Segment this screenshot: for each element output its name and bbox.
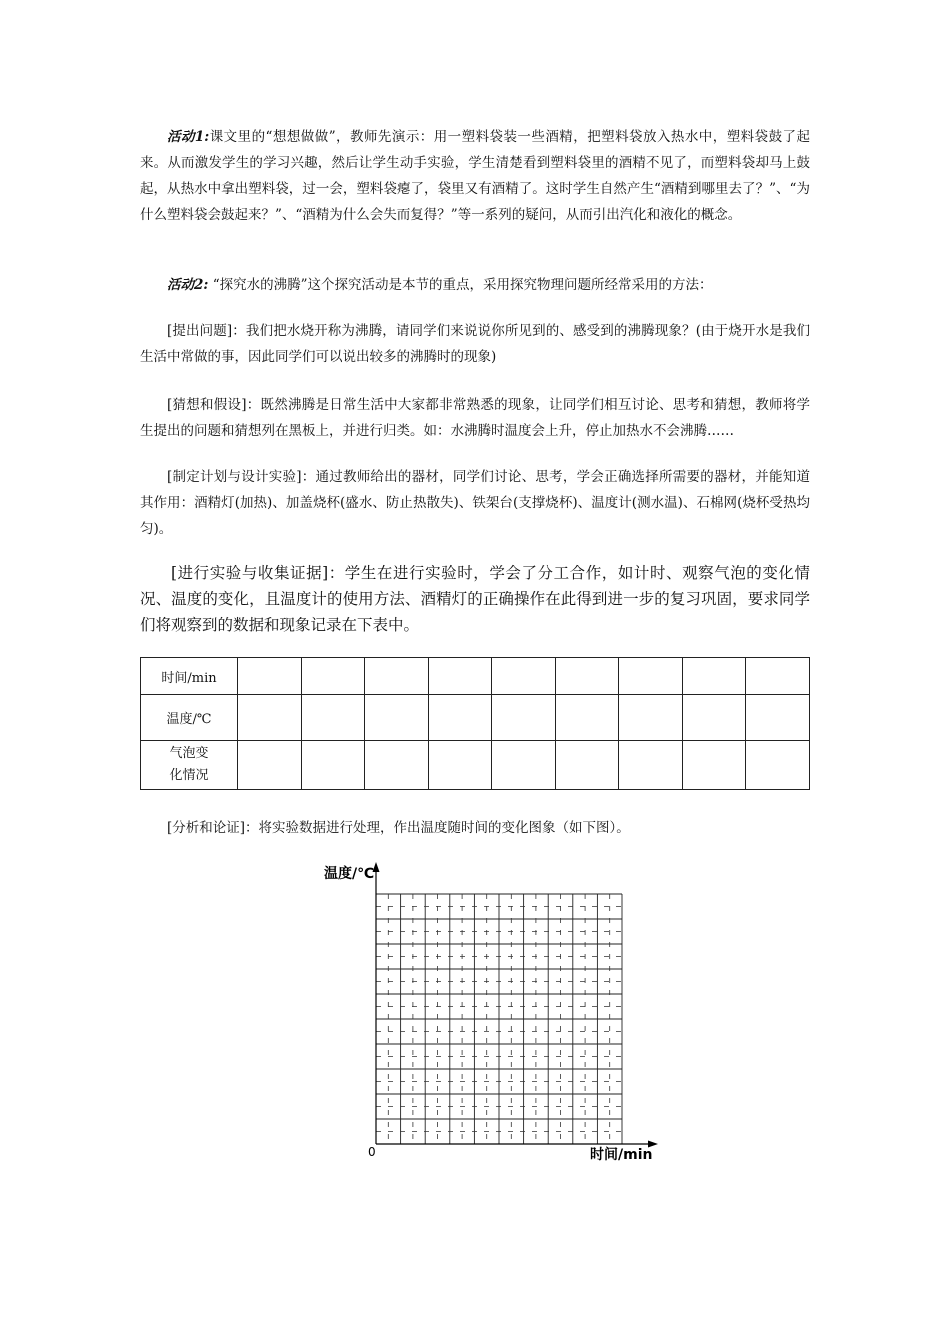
x-axis-label: 时间/min (590, 1147, 653, 1163)
row-header-temp: 温度/℃ (141, 695, 238, 741)
table-row (141, 741, 810, 790)
chart-grid (376, 894, 622, 1144)
plan-paragraph: [制定计划与设计实验]：通过教师给出的器材，同学们讨论、思考，学会正确选择所需要的器材，并能知道其作用：酒精灯(加热)、加盖烧杯(盛水、防止热散失)、铁架台(支撑烧杯)、温度计(测水温)、石棉网(烧杯受热均匀)。 (140, 469, 810, 537)
row-header-time: 时间/min (141, 658, 238, 695)
activity1-paragraph (140, 124, 810, 228)
table-row (141, 658, 810, 695)
activity1-text: 课文里的“想想做做”，教师先演示：用一塑料袋装一些酒精，把塑料袋放入热水中，塑料袋鼓了起来。从而激发学生的学习兴趣，然后让学生动手实验，学生清楚看到塑料袋里的酒精不见了，而塑料袋却马上鼓起，从热水中拿出塑料袋，过一会，塑料袋瘪了，袋里又有酒精了。这时学生自然产生“酒精到哪里去了？”、“为什么塑料袋会鼓起来？”、“酒精为什么会失而复得？”等一系列的疑问，从而引出汽化和液化的概念。 (140, 129, 810, 223)
activity2-paragraph (140, 272, 810, 298)
activity1-label: 活动1: (167, 129, 210, 145)
record-table (140, 657, 810, 790)
experiment-paragraph: [进行实验与收集证据]：学生在进行实验时，学会了分工合作，如计时、观察气泡的变化情况、温度的变化，且温度计的使用方法、酒精灯的正确操作在此得到进一步的复习巩固，要求同学们将观察到的数据和现象记录在下表中。 (140, 564, 810, 634)
hypothesis-paragraph: [猜想和假设]：既然沸腾是日常生活中大家都非常熟悉的现象，让同学们相互讨论、思考和猜想，教师将学生提出的问题和猜想列在黑板上，并进行归类。如：水沸腾时温度会上升，停止加热水不会沸腾…… (140, 397, 810, 439)
row-header-bubble: 气泡变 化情况 (141, 741, 238, 790)
analysis-paragraph: [分析和论证]：将实验数据进行处理，作出温度随时间的变化图象（如下图）。 (167, 820, 630, 836)
table-row (141, 695, 810, 741)
activity2-label: 活动2: (167, 277, 209, 293)
temperature-time-chart (318, 858, 663, 1166)
origin-label: 0 (368, 1145, 376, 1159)
activity2-text: “探究水的沸腾”这个探究活动是本节的重点，采用探究物理问题所经常采用的方法： (212, 277, 713, 293)
y-axis-label: 温度/℃ (324, 866, 375, 882)
question-paragraph: [提出问题]：我们把水烧开称为沸腾，请同学们来说说你所见到的、感受到的沸腾现象？(由于烧开水是我们生活中常做的事，因此同学们可以说出较多的沸腾时的现象) (140, 323, 810, 365)
